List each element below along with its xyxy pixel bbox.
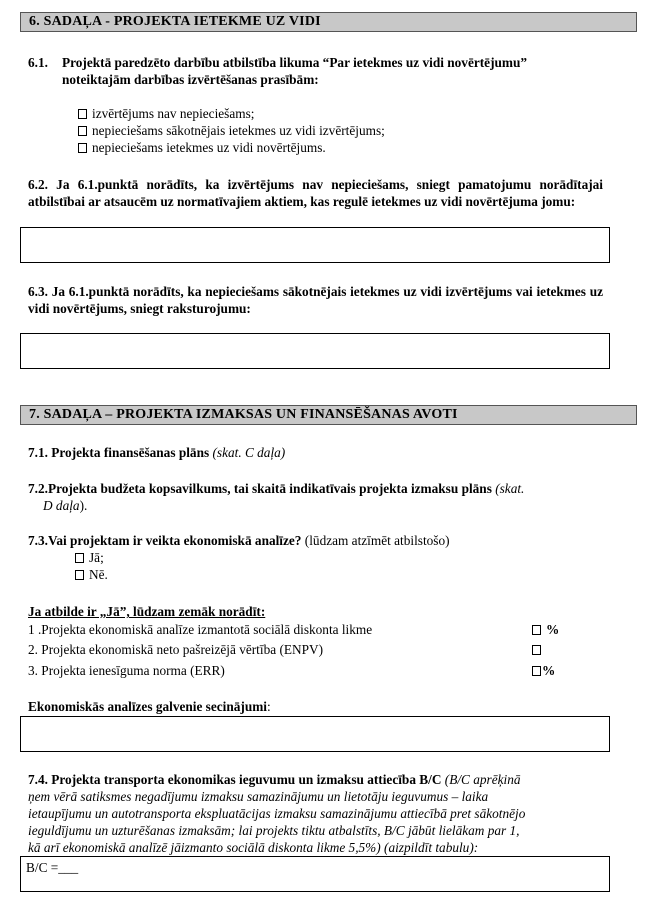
q61-line1: Projektā paredzēto darbību atbilstība likuma “Par ietekmes uz vidi novērtējumu” bbox=[62, 55, 528, 70]
option-label: Nē. bbox=[89, 567, 108, 582]
row-value[interactable] bbox=[532, 642, 546, 658]
row-label: 2. Projekta ekonomiskā neto pašreizējā vērtība (ENPV) bbox=[28, 642, 324, 657]
section-6-header: 6. SADAĻA - PROJEKTA IETEKME UZ VIDI bbox=[20, 12, 637, 32]
option-label: Jā; bbox=[89, 550, 104, 565]
option-no[interactable] bbox=[75, 567, 108, 583]
conclusions-label: Ekonomiskās analīzes galvenie secinājumi: bbox=[28, 699, 271, 714]
row-value[interactable]: % bbox=[532, 663, 555, 679]
option-label: izvērtējums nav nepieciešams; bbox=[92, 106, 255, 121]
conclusions-box[interactable] bbox=[20, 716, 610, 752]
q73-text: 7.3.Vai projektam ir veikta ekonomiskā analīze? (lūdzam atzīmēt atbilstošo) bbox=[28, 533, 450, 548]
q62-text: 6.2. Ja 6.1.punktā norādīts, ka izvērtējums nav nepieciešams, sniegt pamatojumu norādītajai atbilstībai ar atsaucēm uz normatīvajiem aktiem, kas regulē ietekmes uz vidi novērtējuma jomu: bbox=[28, 177, 603, 209]
option-label: nepieciešams sākotnējais ietekmes uz vidi izvērtējums; bbox=[92, 123, 385, 138]
option-yes[interactable] bbox=[75, 550, 104, 566]
checkbox[interactable] bbox=[532, 625, 541, 635]
row-value[interactable]: % bbox=[532, 622, 559, 638]
bc-box[interactable] bbox=[20, 856, 610, 892]
option-row[interactable] bbox=[78, 123, 385, 139]
checkbox[interactable] bbox=[78, 143, 87, 153]
q63-answer-box[interactable] bbox=[20, 333, 610, 369]
q61-line2: noteiktajām darbības izvērtēšanas prasībām: bbox=[62, 72, 319, 87]
q63-text: 6.3. Ja 6.1.punktā norādīts, ka nepieciešams sākotnējais ietekmes uz vidi izvērtējums vai ietekmes uz vidi novērtējums, sniegt raksturojumu: bbox=[28, 284, 603, 316]
checkbox[interactable] bbox=[532, 645, 541, 655]
checkbox[interactable] bbox=[532, 666, 541, 676]
q71-text: 7.1. Projekta finansēšanas plāns (skat. C daļa) bbox=[28, 445, 286, 460]
checkbox[interactable] bbox=[75, 553, 84, 563]
checkbox[interactable] bbox=[78, 126, 87, 136]
option-row[interactable] bbox=[78, 140, 326, 156]
bc-label: B/C =___ bbox=[26, 860, 79, 875]
q62-answer-box[interactable] bbox=[20, 227, 610, 263]
option-row[interactable] bbox=[78, 106, 254, 122]
row-label: 3. Projekta ienesīguma norma (ERR) bbox=[28, 663, 225, 678]
row-label: 1 .Projekta ekonomiskā analīze izmantotā sociālā diskonta likme bbox=[28, 622, 373, 637]
checkbox[interactable] bbox=[78, 109, 87, 119]
section-7-header: 7. SADAĻA – PROJEKTA IZMAKSAS UN FINANSĒŠANAS AVOTI bbox=[20, 405, 637, 425]
checkbox[interactable] bbox=[75, 570, 84, 580]
q61-number: 6.1. bbox=[28, 55, 48, 70]
option-label: nepieciešams ietekmes uz vidi novērtējums. bbox=[92, 140, 326, 155]
q72-text: 7.2.Projekta budžeta kopsavilkums, tai skaitā indikatīvais projekta izmaksu plāns (skat. bbox=[28, 481, 525, 496]
q72-text-cont: D daļa). bbox=[43, 498, 88, 513]
if-yes-heading: Ja atbilde ir „Jā”, lūdzam zemāk norādīt: bbox=[28, 604, 266, 619]
q74-text: 7.4. Projekta transporta ekonomikas ieguvumu un izmaksu attiecība B/C (B/C aprēķinā ņem vērā satiksmes negadījumu izmaksu samazinājumu un lietotāju ieguvumus – laika ietaupījumu un autotransporta ekspluatācijas izmaksu samazinājumu attiecībā pret sākotnējo ieguldījumu un uzturēšanas izmaksām; lai projekts tiktu atbalstīts, B/C jābūt lielākam par 1, kā arī ekonomiskā analīzē jāizmanto sociālā diskonta likme 5,5%) (aizpildīt tabulu): bbox=[28, 772, 526, 855]
